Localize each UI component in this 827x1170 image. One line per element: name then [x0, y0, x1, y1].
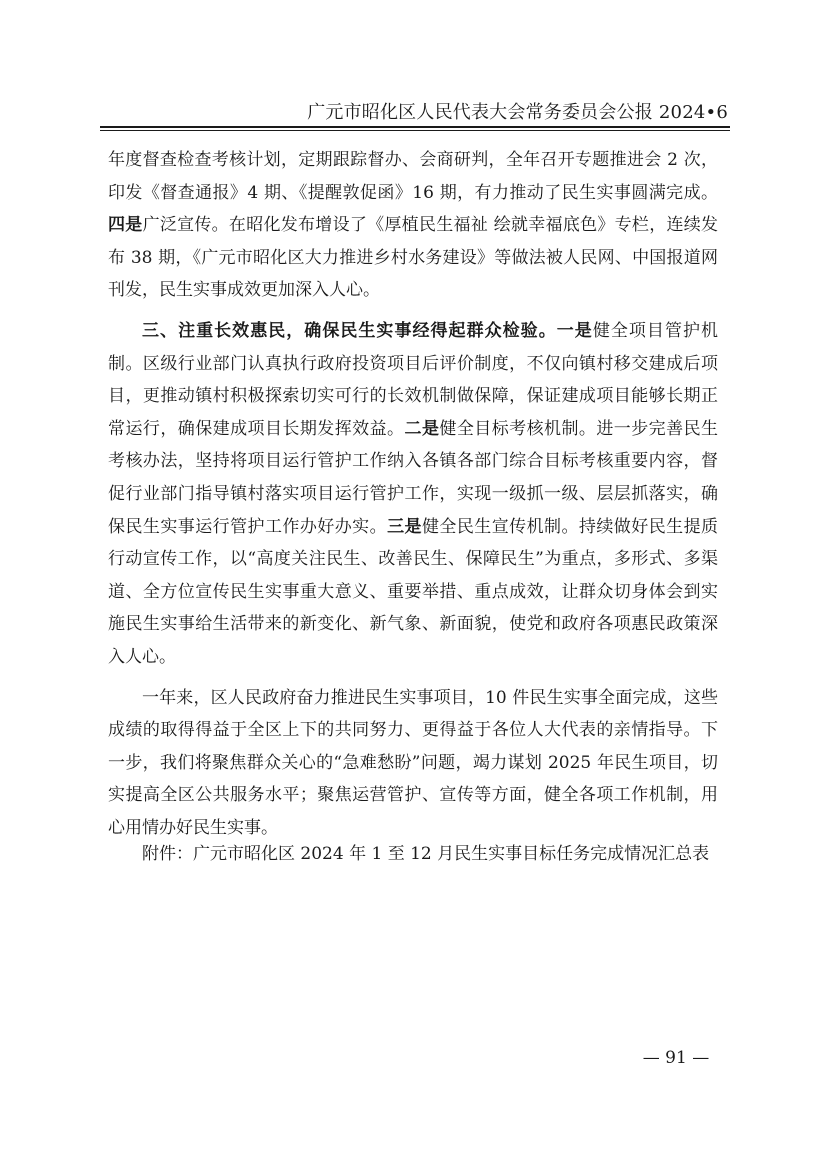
body-text [108, 144, 718, 852]
paragraph-section-three [108, 315, 718, 674]
paragraph-run: 年度督查检查考核计划，定期跟踪督办、会商研判，全年召开专题推进会 2 次，印发《督查通报》4 期、《提醒敦促函》16 期，有力推动了民生实事圆满完成。 [108, 150, 718, 203]
paragraph-run-bold: 二是 [404, 418, 440, 439]
paragraph-summary [108, 682, 718, 845]
attachment-line: 附件：广元市昭化区 2024 年 1 至 12 月民生实事目标任务完成情况汇总表 [142, 844, 710, 864]
header-rule-thin [100, 130, 730, 131]
paragraph-run: 一年来，区人民政府奋力推进民生实事项目，10 件民生实事全面完成，这些成绩的取得得益于全区上下的共同努力、更得益于各位人大代表的亲情指导。下一步，我们将聚焦群众关心的“急难愁盼”问题，竭力谋划 2025 年民生项目，切实提高全区公共服务水平；聚焦运营管护、宣传等方面，健全各项工作机制，用心用情办好民生实事。 [108, 687, 718, 838]
paragraph-run-bold: 三是 [387, 516, 422, 537]
paragraph-run-bold: 四是 [108, 215, 143, 236]
paragraph-run: 健全项目管护机制。区级行业部门认真执行政府投资项目后评价制度，不仅向镇村移交建成后项目，更推动镇村积极探索切实可行的长效机制做保障，保证建成项目能够长期正常运行，确保建成项目长期发挥效益。 [108, 320, 719, 439]
page-number: — 91 — [642, 1048, 710, 1068]
paragraph-run: 健全目标考核机制。进一步完善民生考核办法，坚持将项目运行管护工作纳入各镇各部门综合目标考核重要内容，督促行业部门指导镇村落实项目运行管护工作，实现一级抓一级、层层抓落实，确保民生实事运行管护工作办好办实。 [108, 418, 719, 537]
section-heading-run: 三、注重长效惠民，确保民生实事经得起群众检验。一是 [142, 320, 593, 341]
paragraph-run: 健全民生宣传机制。持续做好民生提质行动宣传工作，以“高度关注民生、改善民生、保障民生”为重点，多形式、多渠道、全方位宣传民生实事重大意义、重要举措、重点成效，让群众切身体会到实施民生实事给生活带来的新变化、新气象、新面貌，使党和政府各项惠民政策深入人心。 [108, 516, 719, 667]
running-header: 广元市昭化区人民代表大会常务委员会公报 2024•6 [307, 102, 728, 123]
header-rule-thick [100, 126, 730, 128]
paragraph-continued [108, 144, 718, 307]
paragraph-run: 广泛宣传。在昭化发布增设了《厚植民生福祉 绘就幸福底色》专栏，连续发布 38 期，《广元市昭化区大力推进乡村水务建设》等做法被人民网、中国报道网刊发，民生实事成效更加深入人心。 [108, 215, 719, 301]
